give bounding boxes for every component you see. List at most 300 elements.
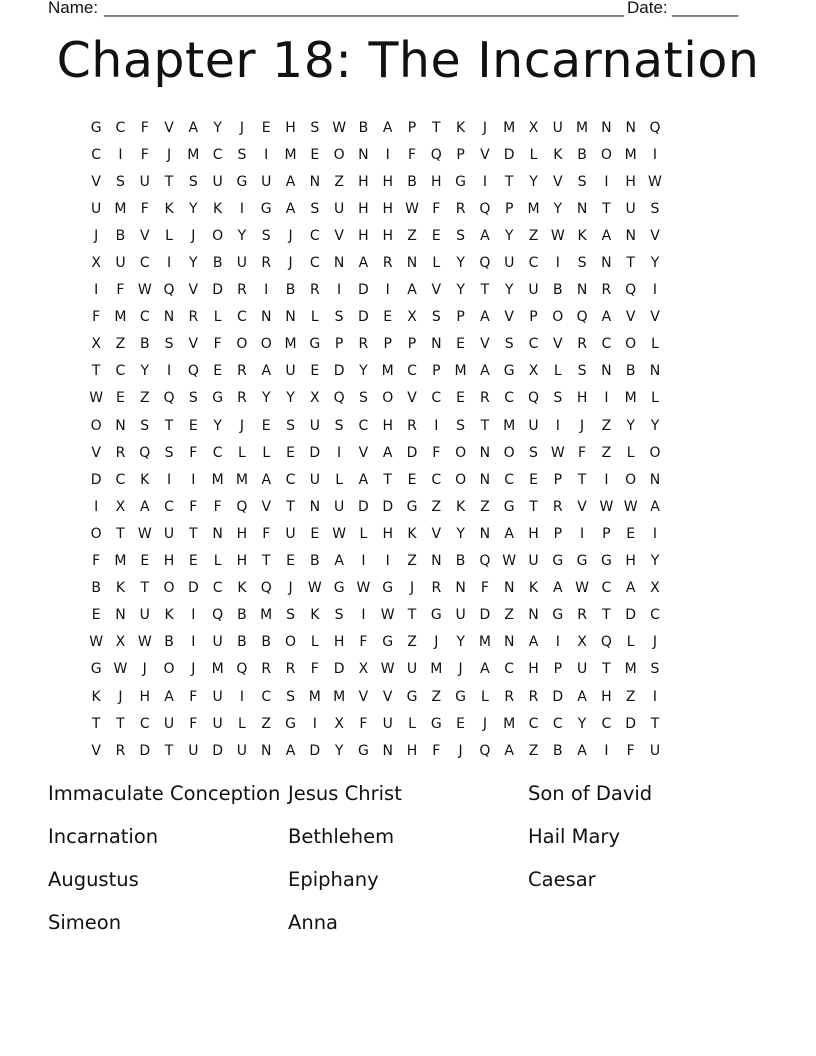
grid-letter: R	[237, 390, 247, 407]
grid-letter: G	[503, 498, 515, 515]
grid-letter: O	[382, 390, 394, 407]
grid-letter: K	[115, 580, 126, 597]
grid-row	[84, 737, 667, 764]
grid-letter: E	[188, 417, 198, 434]
grid-letter: S	[456, 417, 466, 434]
grid-letter: I	[166, 471, 172, 488]
grid-letter: T	[286, 498, 295, 515]
grid-letter: K	[310, 607, 320, 624]
grid-letter: Y	[213, 119, 222, 136]
grid-letter: D	[358, 282, 369, 299]
grid-letter: V	[91, 444, 101, 461]
grid-letter: I	[191, 471, 196, 488]
grid-letter: C	[407, 363, 417, 380]
grid-letter: L	[213, 553, 222, 570]
grid-letter: R	[188, 309, 199, 326]
grid-letter: R	[261, 661, 272, 678]
grid-letter: N	[625, 227, 636, 244]
word-bank-item: Epiphany	[288, 868, 379, 891]
grid-letter: I	[555, 417, 560, 434]
grid-letter: G	[382, 580, 394, 597]
grid-letter: F	[432, 444, 441, 461]
grid-letter: I	[555, 255, 560, 272]
grid-letter: N	[309, 173, 321, 190]
grid-letter: U	[528, 282, 539, 299]
grid-letter: F	[310, 661, 319, 678]
grid-letter: V	[164, 119, 174, 136]
grid-letter: R	[382, 255, 393, 272]
grid-letter: I	[264, 282, 269, 299]
grid-letter: E	[407, 471, 417, 488]
grid-letter: U	[576, 661, 588, 678]
grid-letter: W	[356, 580, 371, 597]
grid-letter: S	[286, 607, 295, 624]
grid-letter: K	[91, 688, 101, 705]
grid-letter: U	[139, 173, 150, 190]
grid-letter: T	[529, 498, 538, 515]
grid-row	[84, 439, 667, 466]
grid-row	[84, 466, 667, 493]
grid-letter: Y	[213, 417, 222, 434]
grid-letter: A	[407, 282, 417, 299]
grid-row	[84, 222, 667, 249]
grid-letter: W	[599, 498, 614, 515]
grid-letter: P	[383, 336, 392, 353]
grid-letter: B	[139, 336, 150, 353]
grid-letter: I	[191, 634, 196, 651]
grid-letter: Y	[650, 417, 660, 434]
grid-letter: T	[407, 607, 417, 624]
grid-letter: I	[604, 173, 609, 190]
grid-letter: F	[578, 444, 587, 461]
grid-letter: E	[529, 471, 538, 488]
grid-letter: U	[333, 498, 345, 515]
grid-letter: U	[236, 742, 248, 759]
grid-letter: H	[431, 173, 442, 190]
grid-letter: A	[139, 498, 150, 515]
grid-letter: T	[432, 119, 441, 136]
grid-letter: T	[116, 715, 125, 732]
grid-letter: F	[92, 553, 101, 570]
grid-letter: X	[334, 715, 344, 732]
grid-letter: V	[358, 444, 369, 461]
grid-letter: G	[552, 607, 564, 624]
grid-letter: H	[406, 742, 418, 759]
grid-letter: V	[480, 146, 490, 163]
grid-letter: C	[552, 715, 563, 732]
grid-letter: U	[455, 607, 466, 624]
grid-letter: B	[552, 282, 563, 299]
grid-letter: R	[504, 688, 515, 705]
grid-letter: T	[189, 525, 198, 542]
grid-letter: D	[625, 715, 637, 732]
grid-letter: E	[456, 336, 466, 353]
grid-letter: E	[383, 309, 393, 326]
grid-letter: R	[552, 498, 563, 515]
grid-letter: L	[553, 363, 562, 380]
grid-letter: J	[288, 255, 293, 272]
grid-letter: C	[237, 309, 247, 326]
grid-letter: J	[409, 580, 415, 597]
grid-letter: P	[456, 309, 465, 326]
grid-letter: X	[91, 255, 101, 272]
grid-letter: G	[552, 553, 564, 570]
grid-letter: U	[212, 688, 223, 705]
grid-letter: F	[432, 742, 441, 759]
word-bank-item: Bethlehem	[288, 825, 395, 848]
grid-letter: V	[139, 227, 150, 244]
grid-letter: W	[137, 634, 152, 651]
grid-letter: H	[382, 173, 393, 190]
name-blank[interactable]: _______________________________________________________	[104, 0, 625, 17]
grid-letter: T	[504, 173, 514, 190]
grid-letter: X	[91, 336, 101, 353]
grid-letter: H	[382, 227, 393, 244]
grid-letter: H	[528, 525, 539, 542]
grid-letter: T	[602, 661, 611, 678]
grid-letter: S	[431, 309, 441, 326]
grid-letter: A	[504, 525, 514, 542]
grid-letter: M	[284, 146, 297, 163]
grid-letter: D	[90, 471, 102, 488]
grid-letter: O	[260, 336, 272, 353]
grid-letter: N	[479, 471, 491, 488]
grid-letter: Q	[163, 390, 175, 407]
grid-letter: J	[239, 119, 244, 136]
grid-letter: N	[503, 580, 515, 597]
grid-letter: C	[309, 255, 320, 272]
grid-letter: R	[528, 688, 539, 705]
grid-letter: D	[309, 742, 321, 759]
grid-row	[84, 195, 667, 222]
grid-letter: Q	[649, 119, 661, 136]
date-label: Date:	[627, 0, 668, 17]
page-title: Chapter 18: The Incarnation	[56, 32, 760, 89]
grid-letter: P	[407, 336, 417, 353]
grid-letter: Y	[504, 282, 514, 299]
grid-letter: J	[482, 119, 487, 136]
grid-letter: P	[407, 119, 417, 136]
grid-letter: S	[140, 417, 150, 434]
grid-row	[84, 412, 667, 439]
grid-letter: S	[456, 227, 466, 244]
grid-letter: U	[91, 200, 102, 217]
grid-row	[84, 331, 667, 358]
grid-letter: T	[164, 742, 174, 759]
grid-letter: H	[382, 525, 393, 542]
grid-letter: K	[140, 471, 150, 488]
grid-letter: M	[576, 119, 589, 136]
grid-letter: E	[91, 607, 101, 624]
grid-letter: E	[310, 363, 320, 380]
grid-letter: F	[359, 715, 368, 732]
grid-letter: M	[114, 200, 127, 217]
grid-letter: W	[550, 444, 565, 461]
grid-letter: H	[333, 634, 345, 651]
grid-letter: S	[310, 200, 320, 217]
grid-letter: A	[334, 553, 344, 570]
grid-letter: N	[309, 498, 321, 515]
grid-letter: L	[529, 146, 538, 163]
grid-letter: X	[577, 634, 587, 651]
grid-letter: G	[600, 553, 612, 570]
grid-letter: Z	[431, 688, 442, 705]
grid-letter: S	[334, 309, 344, 326]
grid-row	[84, 168, 667, 195]
grid-letter: Y	[577, 715, 587, 732]
grid-letter: O	[236, 336, 248, 353]
grid-letter: Z	[431, 498, 442, 515]
grid-letter: R	[480, 390, 490, 407]
grid-letter: I	[555, 634, 560, 651]
grid-letter: N	[260, 309, 272, 326]
grid-letter: L	[626, 634, 635, 651]
grid-letter: C	[504, 661, 515, 678]
grid-letter: O	[625, 471, 637, 488]
grid-letter: H	[236, 525, 248, 542]
grid-letter: L	[432, 255, 441, 272]
grid-letter: C	[261, 688, 272, 705]
grid-letter: V	[431, 525, 442, 542]
grid-letter: C	[650, 607, 660, 624]
grid-letter: G	[236, 173, 248, 190]
grid-letter: C	[115, 363, 126, 380]
grid-letter: Z	[601, 417, 612, 434]
grid-letter: L	[262, 444, 271, 461]
grid-letter: L	[238, 444, 246, 461]
grid-letter: B	[407, 173, 417, 190]
grid-letter: Q	[600, 634, 612, 651]
grid-letter: B	[261, 634, 272, 651]
grid-letter: E	[310, 525, 320, 542]
grid-letter: O	[552, 309, 564, 326]
grid-letter: A	[480, 661, 490, 678]
grid-letter: A	[358, 255, 369, 272]
grid-letter: D	[503, 146, 515, 163]
grid-letter: C	[309, 227, 320, 244]
grid-letter: C	[601, 336, 612, 353]
grid-letter: S	[504, 336, 514, 353]
grid-row	[84, 304, 667, 331]
grid-letter: X	[358, 661, 369, 678]
grid-letter: H	[576, 390, 588, 407]
grid-letter: G	[455, 173, 467, 190]
grid-letter: S	[577, 255, 587, 272]
grid-letter: M	[624, 146, 637, 163]
grid-letter: I	[337, 282, 342, 299]
word-bank-item: Simeon	[48, 911, 122, 934]
grid-letter: G	[430, 715, 442, 732]
grid-letter: B	[625, 363, 636, 380]
word-bank-item: Immaculate Conception	[48, 782, 281, 805]
grid-letter: X	[528, 363, 539, 380]
grid-letter: Q	[187, 363, 199, 380]
grid-letter: T	[602, 607, 611, 624]
grid-letter: U	[212, 173, 223, 190]
grid-letter: N	[406, 255, 418, 272]
grid-letter: U	[163, 715, 175, 732]
grid-letter: H	[358, 173, 369, 190]
grid-letter: U	[163, 525, 175, 542]
grid-letter: A	[382, 444, 393, 461]
grid-letter: E	[310, 146, 320, 163]
grid-letter: T	[261, 553, 271, 570]
grid-letter: E	[261, 119, 271, 136]
grid-letter: Z	[115, 336, 126, 353]
grid-letter: F	[189, 444, 198, 461]
grid-row	[84, 710, 667, 737]
grid-letter: Z	[407, 227, 417, 244]
grid-letter: A	[601, 309, 612, 326]
grid-row	[84, 656, 667, 683]
grid-letter: S	[188, 173, 198, 190]
grid-letter: U	[115, 255, 126, 272]
grid-letter: B	[237, 634, 247, 651]
grid-row	[84, 602, 667, 629]
grid-letter: A	[261, 363, 272, 380]
grid-letter: V	[261, 498, 272, 515]
grid-letter: I	[239, 688, 244, 705]
grid-letter: O	[285, 634, 297, 651]
grid-letter: C	[431, 471, 442, 488]
word-bank-item: Son of David	[528, 782, 653, 805]
grid-letter: N	[115, 417, 126, 434]
grid-letter: Q	[333, 390, 345, 407]
grid-letter: R	[577, 336, 587, 353]
grid-letter: Q	[260, 580, 272, 597]
grid-letter: W	[332, 119, 347, 136]
grid-letter: J	[288, 227, 293, 244]
grid-letter: U	[649, 742, 661, 759]
grid-letter: I	[652, 688, 658, 705]
grid-letter: N	[503, 634, 515, 651]
grid-letter: M	[478, 634, 491, 651]
grid-letter: N	[163, 309, 175, 326]
grid-letter: N	[601, 119, 612, 136]
grid-letter: N	[285, 309, 296, 326]
grid-letter: A	[625, 580, 636, 597]
grid-letter: K	[407, 525, 417, 542]
grid-letter: I	[239, 200, 244, 217]
grid-letter: W	[113, 661, 128, 678]
word-bank-item: Anna	[288, 911, 339, 934]
grid-letter: O	[333, 146, 345, 163]
grid-letter: S	[261, 227, 271, 244]
grid-letter: K	[456, 498, 466, 515]
grid-row	[84, 683, 667, 710]
grid-letter: V	[91, 742, 101, 759]
grid-letter: F	[189, 715, 198, 732]
grid-letter: I	[604, 390, 609, 407]
grid-letter: F	[626, 742, 635, 759]
grid-letter: J	[434, 634, 439, 651]
grid-letter: S	[553, 390, 563, 407]
grid-letter: I	[166, 255, 172, 272]
grid-letter: N	[455, 580, 466, 597]
grid-letter: U	[236, 255, 248, 272]
grid-letter: D	[358, 498, 369, 515]
grid-letter: T	[164, 417, 174, 434]
grid-letter: V	[553, 336, 563, 353]
grid-letter: J	[166, 146, 172, 163]
grid-letter: B	[552, 742, 563, 759]
grid-letter: X	[407, 309, 417, 326]
grid-letter: N	[479, 525, 491, 542]
grid-letter: K	[456, 119, 466, 136]
grid-letter: Q	[430, 146, 442, 163]
grid-letter: D	[552, 688, 564, 705]
grid-letter: S	[358, 390, 368, 407]
grid-letter: L	[651, 336, 659, 353]
grid-letter: D	[212, 742, 224, 759]
grid-letter: Z	[139, 390, 150, 407]
grid-letter: M	[503, 715, 516, 732]
grid-letter: O	[163, 661, 175, 678]
header	[0, 0, 816, 20]
grid-letter: Q	[236, 498, 248, 515]
date-blank[interactable]: _______	[672, 0, 739, 17]
grid-letter: S	[650, 200, 660, 217]
grid-letter: U	[528, 417, 539, 434]
grid-letter: Q	[527, 390, 539, 407]
grid-letter: Y	[334, 742, 344, 759]
grid-letter: B	[577, 146, 587, 163]
name-label: Name:	[48, 0, 99, 17]
grid-letter: C	[528, 715, 539, 732]
grid-letter: E	[286, 553, 295, 570]
grid-letter: I	[385, 553, 390, 570]
word-bank	[48, 779, 768, 938]
grid-letter: I	[166, 363, 172, 380]
grid-letter: D	[309, 444, 321, 461]
grid-letter: O	[90, 417, 102, 434]
grid-letter: Y	[504, 227, 514, 244]
grid-letter: H	[358, 227, 369, 244]
grid-letter: X	[528, 119, 539, 136]
grid-letter: Y	[359, 363, 368, 380]
grid-letter: J	[580, 417, 585, 434]
grid-letter: P	[504, 200, 514, 217]
grid-letter: L	[310, 309, 319, 326]
grid-letter: L	[310, 634, 319, 651]
grid-letter: N	[115, 607, 126, 624]
grid-letter: A	[577, 742, 587, 759]
grid-letter: I	[264, 146, 269, 163]
grid-letter: Y	[456, 255, 465, 272]
grid-letter: J	[652, 634, 658, 651]
grid-letter: G	[503, 363, 515, 380]
grid-letter: I	[385, 146, 390, 163]
grid-row	[84, 629, 667, 656]
grid-letter: U	[382, 715, 393, 732]
grid-letter: Y	[456, 282, 465, 299]
grid-letter: R	[237, 363, 247, 380]
grid-letter: Y	[553, 200, 563, 217]
grid-letter: U	[285, 363, 296, 380]
word-bank-item: Incarnation	[48, 825, 159, 848]
grid-letter: Z	[601, 444, 612, 461]
grid-letter: U	[625, 200, 636, 217]
grid-letter: K	[213, 200, 223, 217]
grid-letter: E	[116, 390, 125, 407]
grid-letter: U	[528, 553, 539, 570]
grid-letter: G	[430, 607, 442, 624]
grid-letter: M	[624, 390, 637, 407]
grid-letter: D	[187, 580, 199, 597]
grid-letter: N	[358, 146, 369, 163]
grid-letter: H	[382, 200, 393, 217]
grid-letter: R	[577, 607, 587, 624]
